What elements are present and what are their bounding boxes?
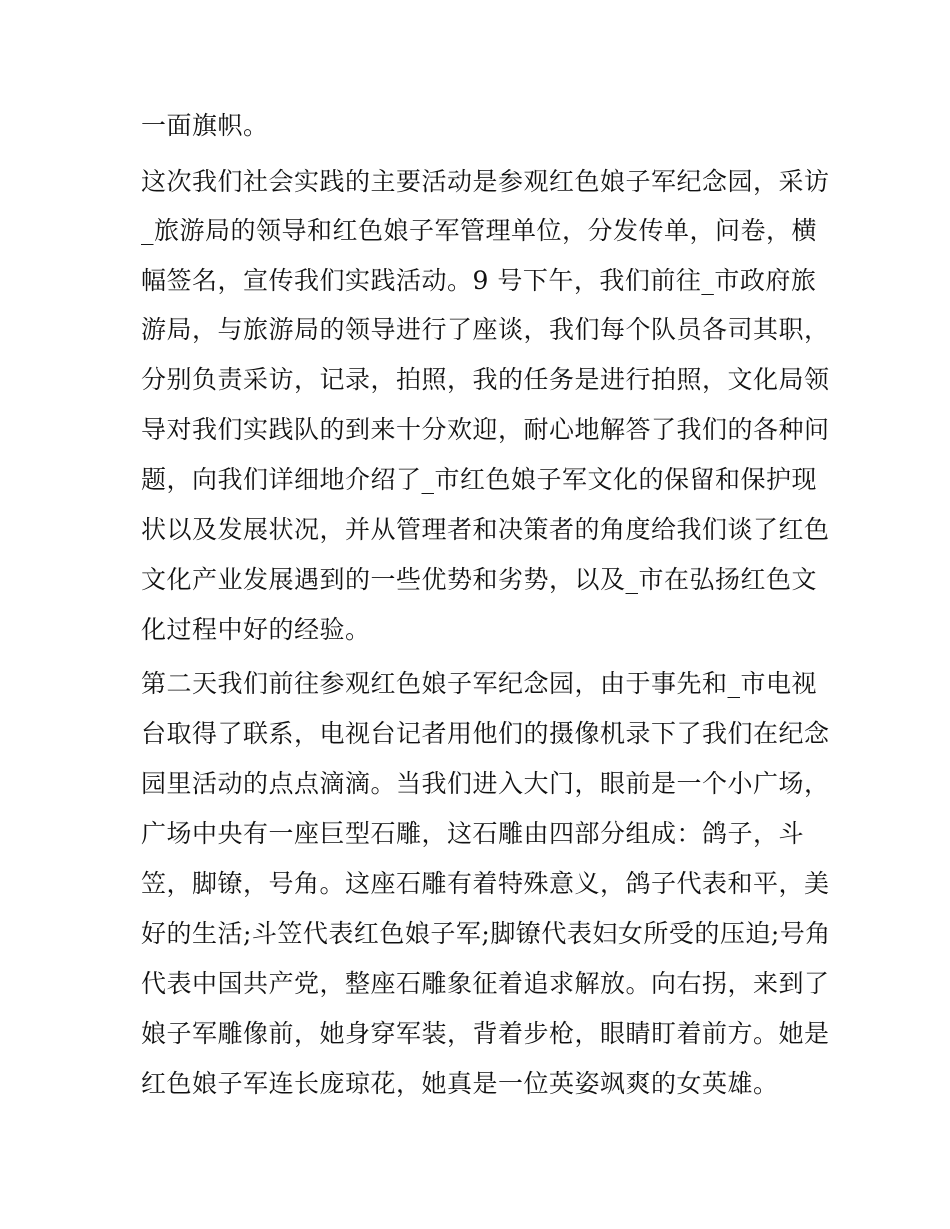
text-line: 园里活动的点点滴滴。当我们进入大门，眼前是一个小广场，: [141, 769, 830, 798]
text-line: 红色娘子军连长庞琼花，她真是一位英姿飒爽的女英雄。: [141, 1069, 779, 1098]
text-line: 导对我们实践队的到来十分欢迎，耐心地解答了我们的各种问: [141, 415, 830, 444]
text-line: 文化产业发展遇到的一些优势和劣势，以及_市在弘扬红色文: [141, 565, 818, 594]
text-line: 一面旗帜。: [141, 111, 269, 140]
text-line: 这次我们社会实践的主要活动是参观红色娘子军纪念园，采访: [141, 167, 830, 196]
text-line: _旅游局的领导和红色娘子军管理单位，分发传单，问卷，横: [141, 216, 818, 245]
text-line: 代表中国共产党，整座石雕象征着追求解放。向右拐，来到了: [141, 969, 830, 998]
text-line: 状以及发展状况，并从管理者和决策者的角度给我们谈了红色: [141, 515, 830, 544]
text-line: 题，向我们详细地介绍了_市红色娘子军文化的保留和保护现: [141, 465, 818, 494]
text-line: 笠，脚镣，号角。这座石雕有着特殊意义，鸽子代表和平，美: [141, 869, 830, 898]
text-line: 广场中央有一座巨型石雕，这石雕由四部分组成：鸽子，斗: [141, 819, 805, 848]
text-line: 第二天我们前往参观红色娘子军纪念园，由于事先和_市电视: [141, 669, 818, 698]
text-line: 好的生活;斗笠代表红色娘子军;脚镣代表妇女所受的压迫;号角: [141, 919, 831, 948]
text-line: 化过程中好的经验。: [141, 615, 371, 644]
text-line: 台取得了联系，电视台记者用他们的摄像机录下了我们在纪念: [141, 719, 830, 748]
text-line: 幅签名，宣传我们实践活动。9 号下午，我们前往_市政府旅: [141, 266, 817, 295]
text-line: 娘子军雕像前，她身穿军装，背着步枪，眼睛盯着前方。她是: [141, 1019, 830, 1048]
text-line: 游局，与旅游局的领导进行了座谈，我们每个队员各司其职，: [141, 315, 830, 344]
text-line: 分别负责采访，记录，拍照，我的任务是进行拍照，文化局领: [141, 365, 830, 394]
